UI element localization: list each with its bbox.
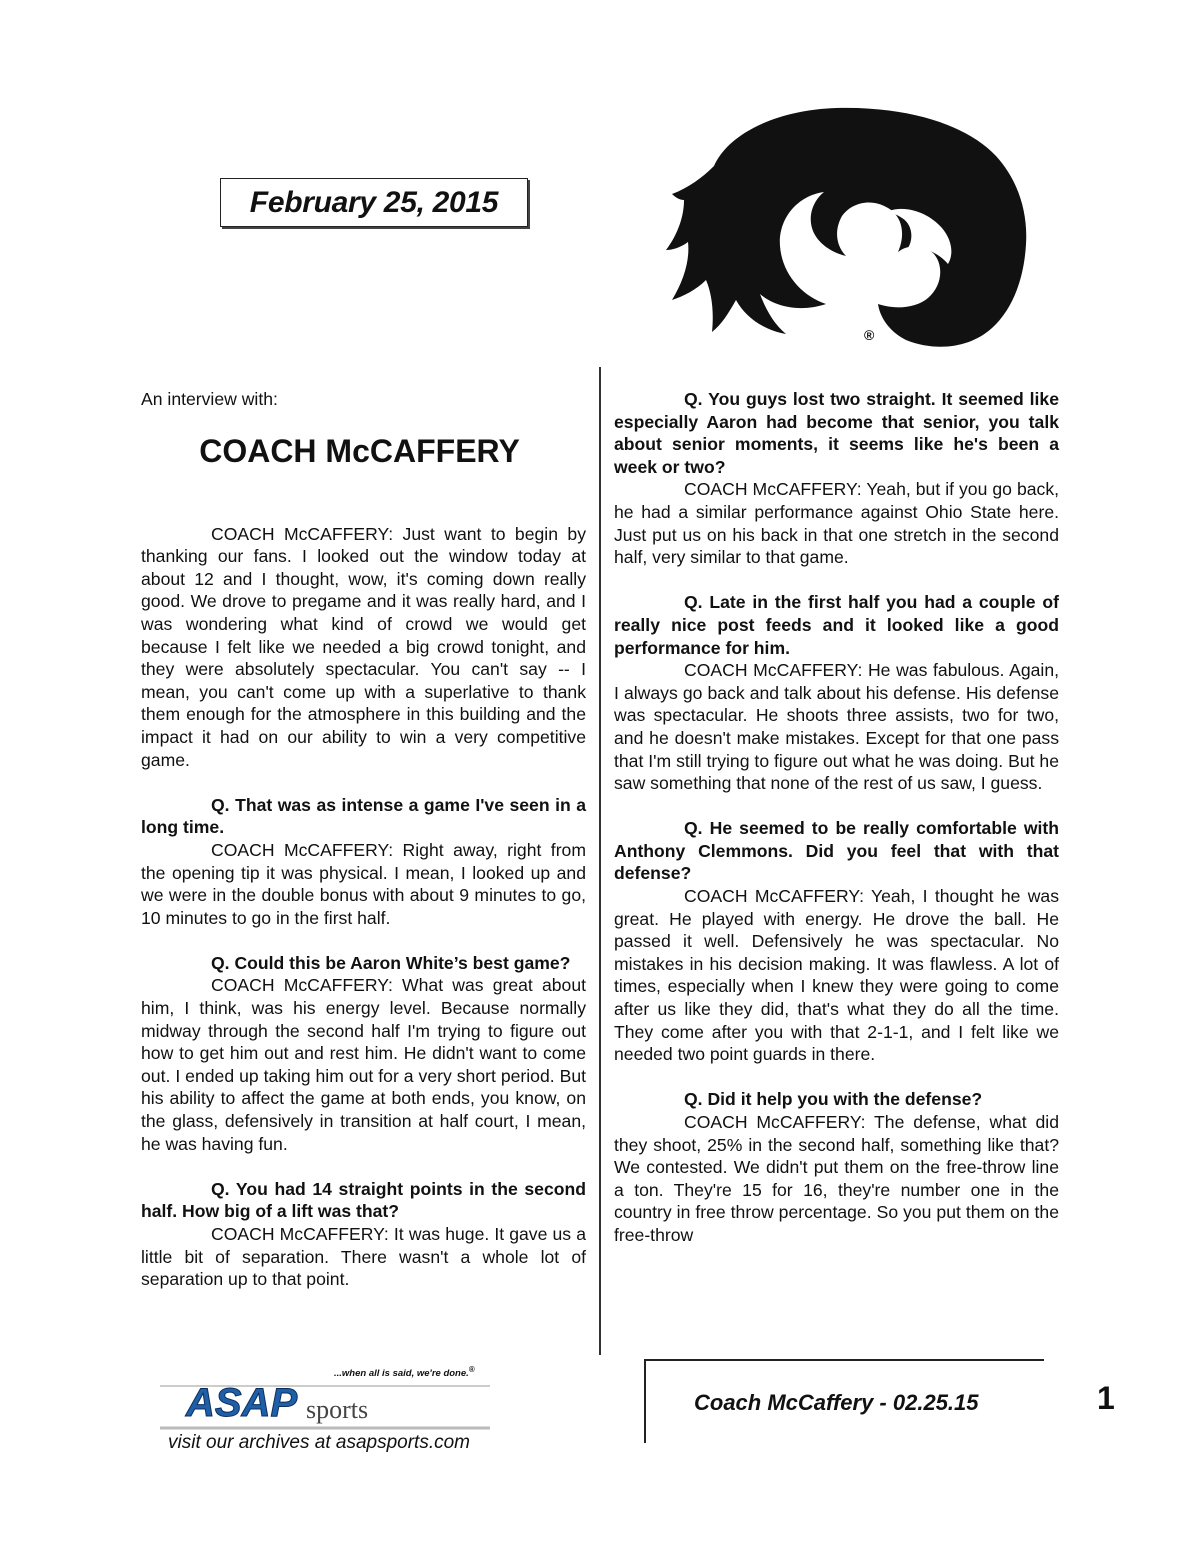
column-divider bbox=[599, 367, 601, 1355]
hawkeye-logo-icon bbox=[666, 104, 1030, 352]
sports-brand-text: sports bbox=[306, 1395, 369, 1424]
asap-tagline: ...when all is said, we're done.® bbox=[334, 1365, 475, 1380]
question-paragraph: Q. Late in the first half you had a couple of really nice post feeds and it looked like a good performance for him. bbox=[614, 592, 1059, 658]
answer-paragraph: COACH McCAFFERY: The defense, what did they shoot, 25% in the second half, something like that? We contested. We didn't put them on the free-throw line a ton. They're 15 for 16, they're number one in the country in free throw percentage. So you put them on the free-throw bbox=[614, 1112, 1059, 1245]
footer-rule bbox=[644, 1359, 1044, 1361]
interview-intro: An interview with: bbox=[141, 389, 278, 409]
asap-brand-text: ASAP bbox=[186, 1381, 298, 1425]
question-paragraph: Q. That was as intense a game I've seen in a long time. bbox=[141, 794, 586, 838]
answer-paragraph: COACH McCAFFERY: Yeah, I thought he was great. He played with energy. He drove the ball. He passed it well. Defensively he was spectacular. No mistakes in his decision making. It was flawless. A lot of times, especially when I knew they were going to come after us like they did, that's what they do all the time. They come after you with that 2-1-1, and I felt like we needed two point guards in there. bbox=[614, 886, 1059, 1065]
answer-paragraph: COACH McCAFFERY: Right away, right from the opening tip it was physical. I mean, I looked up and we were in the double bonus with about 9 minutes to go, 10 minutes to go in the first half. bbox=[141, 839, 586, 928]
footer-title: Coach McCaffery - 02.25.15 bbox=[694, 1390, 979, 1415]
archives-link[interactable]: visit our archives at asapsports.com bbox=[168, 1432, 471, 1453]
question-paragraph: Q. He seemed to be really comfortable with Anthony Clemmons. Did you feel that with that defense? bbox=[614, 818, 1059, 884]
question-paragraph: Q. Did it help you with the defense? bbox=[684, 1089, 983, 1110]
question-paragraph: Q. You had 14 straight points in the second half. How big of a lift was that? bbox=[141, 1178, 586, 1222]
asap-sports-logo bbox=[150, 1356, 500, 1436]
answer-paragraph: COACH McCAFFERY: Yeah, but if you go back, he had a similar performance against Ohio State here. Just put us on his back in that one stretch in the second half, very similar to that game. bbox=[614, 479, 1059, 568]
answer-paragraph: COACH McCAFFERY: He was fabulous. Again, I always go back and talk about his defense. His defense was spectacular. He shoots three assists, two for two, and he doesn't make mistakes. Except for that one pass that I'm still trying to figure out what he was doing. But he saw something that none of the rest of us saw, I guess. bbox=[614, 660, 1059, 794]
answer-paragraph: COACH McCAFFERY: Just want to begin by thanking our fans. I looked out the window today at about 12 and I thought, wow, it's coming down really good. We drove to pregame and it was really hard, and I was wondering what kind of crowd we would get because I felt like we needed a big crowd tonight, and they were absolutely spectacular. You can't say -- I mean, you can't come up with a superlative to thank them enough for the atmosphere in this building and the impact it had on our ability to win a very competitive game. bbox=[141, 523, 586, 770]
question-paragraph: Q. Could this be Aaron White’s best game? bbox=[211, 952, 571, 973]
left-column bbox=[141, 388, 586, 1291]
interview-date: February 25, 2015 bbox=[249, 185, 499, 219]
footer-rule bbox=[644, 1359, 646, 1443]
answer-paragraph: COACH McCAFFERY: What was great about him, I think, was his energy level. Because normally midway through the second half I'm trying to figure out how to get him out and rest him. He didn't want to come out. I ended up taking him out for a very short period. But his ability to affect the game at both ends, you know, on the glass, defensively in transition at half court, I mean, he was having fun. bbox=[141, 975, 586, 1154]
page-number: 1 bbox=[1097, 1380, 1115, 1416]
answer-paragraph: COACH McCAFFERY: It was huge. It gave us a little bit of separation. There wasn't a whole lot of separation up to that point. bbox=[141, 1224, 586, 1290]
registered-mark: ® bbox=[864, 327, 875, 343]
question-paragraph: Q. You guys lost two straight. It seemed like especially Aaron had become that senior, you talk about senior moments, it seems like he's been a week or two? bbox=[614, 389, 1059, 477]
right-column bbox=[614, 388, 1059, 1247]
speaker-heading: COACH McCAFFERY bbox=[199, 432, 520, 469]
date-box bbox=[220, 178, 528, 227]
